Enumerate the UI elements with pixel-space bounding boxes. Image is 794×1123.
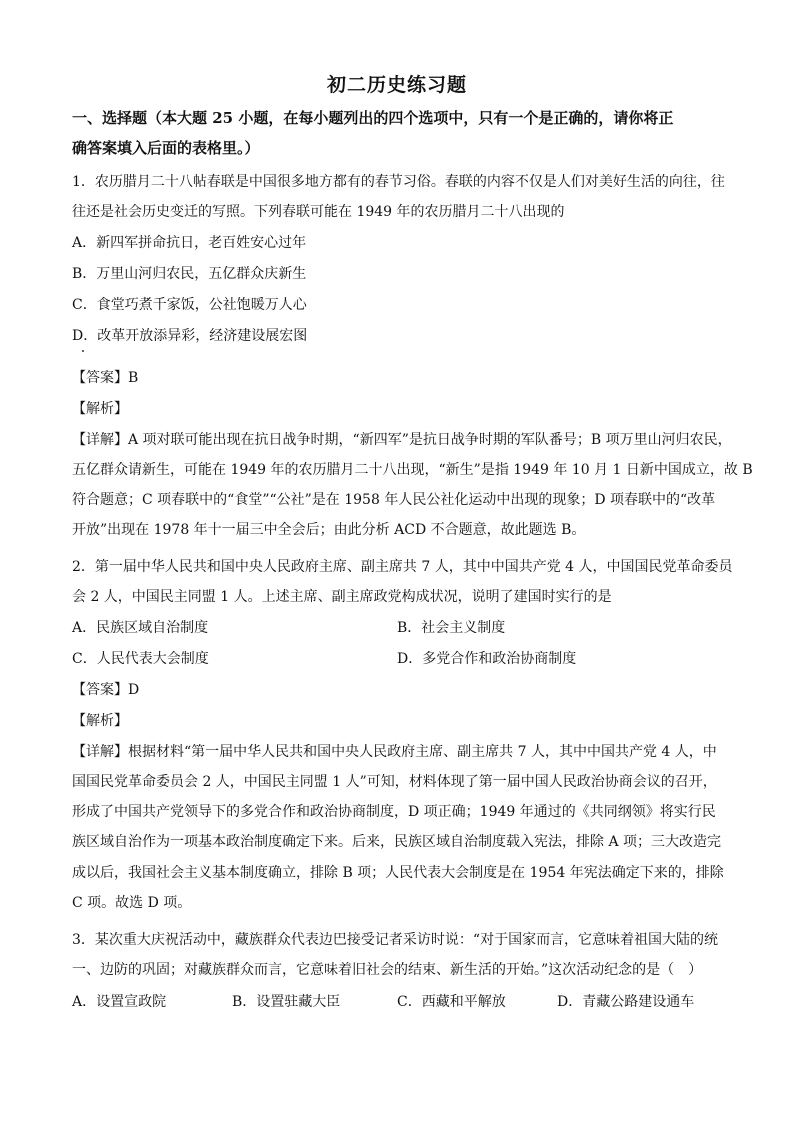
- q1-answer: 【答案】B: [72, 370, 139, 386]
- page-title: 初二历史练习题: [326, 74, 467, 96]
- q2-option-a: A．民族区域自治制度: [72, 620, 209, 636]
- q1-detail-line-4: 开放”出现在 1978 年十一届三中全会后；由此分析 ACD 不合题意，故此题选 B。: [72, 522, 586, 538]
- q2-detail-line-5: 成以后，我国社会主义基本制度确立，排除 B 项；人民代表大会制度是在 1954 年宪法确定下来的，排除: [72, 865, 724, 881]
- q2-option-c: C．人民代表大会制度: [72, 651, 209, 667]
- q1-detail-line-3: 符合题意；C 项春联中的“食堂”“公社”是在 1958 年人民公社化运动中出现的现象；D 项春联中的“改革: [72, 492, 716, 508]
- stray-dot: [82, 350, 84, 352]
- q2-detail-line-6: C 项。故选 D 项。: [72, 895, 192, 911]
- section-heading-line-1: 一、选择题（本大题 25 小题，在每小题列出的四个选项中，只有一个是正确的，请你将正: [72, 109, 674, 127]
- q2-option-b: B．社会主义制度: [397, 620, 506, 636]
- q1-option-a: A．新四军拼命抗日，老百姓安心过年: [72, 235, 307, 251]
- q3-option-c: C．西藏和平解放: [397, 994, 506, 1010]
- q1-stem-line-2: 往还是社会历史变迁的写照。下列春联可能在 1949 年的农历腊月二十八出现的: [72, 204, 565, 220]
- q3-stem-line-1: 3．某次重大庆祝活动中，藏族群众代表边巴接受记者采访时说：“对于国家而言，它意味着祖国大陆的统: [72, 932, 719, 948]
- q2-detail-line-2: 国国民党革命委员会 2 人，中国民主同盟 1 人”可知，材料体现了第一届中国人民政治协商会议的召开，: [72, 774, 717, 790]
- q2-option-d: D．多党合作和政治协商制度: [397, 651, 577, 667]
- q2-stem-line-1: 2．第一届中华人民共和国中央人民政府主席、副主席共 7 人，其中中国共产党 4 人，中国国民党革命委员: [72, 559, 733, 575]
- q2-detail-line-1: 【详解】根据材料“第一届中华人民共和国中央人民政府主席、副主席共 7 人，其中中国共产党 4 人，中: [72, 744, 717, 760]
- section-heading-line-2: 确答案填入后面的表格里。）: [72, 139, 260, 157]
- q1-detail-line-1: 【详解】A 项对联可能出现在抗日战争时期，“新四军”是抗日战争时期的军队番号；B 项万里山河归农民，: [72, 432, 732, 448]
- q3-option-a: A．设置宣政院: [72, 994, 167, 1010]
- q3-stem-line-2: 一、边防的巩固；对藏族群众而言，它意味着旧社会的结束、新生活的开始。”这次活动纪念的是（ ）: [72, 962, 703, 978]
- q1-stem-line-1: 1．农历腊月二十八帖春联是中国很多地方都有的春节习俗。春联的内容不仅是人们对美好生活的向往，往: [72, 174, 725, 190]
- q1-option-b: B．万里山河归农民，五亿群众庆新生: [72, 266, 307, 282]
- q3-option-b: B．设置驻藏大臣: [232, 994, 341, 1010]
- q1-detail-line-2: 五亿群众请新生，可能在 1949 年的农历腊月二十八出现，“新生”是指 1949 年 10 月 1 日新中国成立，故 B: [72, 462, 753, 478]
- q1-option-c: C．食堂巧煮千家饭，公社饱暖万人心: [72, 297, 307, 313]
- q2-analysis-label: 【解析】: [72, 713, 128, 729]
- q1-option-d: D．改革开放添异彩，经济建设展宏图: [72, 328, 308, 344]
- q2-stem-line-2: 会 2 人，中国民主同盟 1 人。上述主席、副主席政党构成状况，说明了建国时实行的是: [72, 589, 612, 605]
- q2-answer: 【答案】D: [72, 682, 140, 698]
- q3-option-d: D．青藏公路建设通车: [557, 994, 695, 1010]
- q2-detail-line-4: 族区域自治作为一项基本政治制度确定下来。后来，民族区域自治制度载入宪法，排除 A 项；三大改造完: [72, 834, 722, 850]
- q1-analysis-label: 【解析】: [72, 401, 128, 417]
- q2-detail-line-3: 形成了中国共产党领导下的多党合作和政治协商制度，D 项正确；1949 年通过的《共同纲领》将实行民: [72, 804, 716, 820]
